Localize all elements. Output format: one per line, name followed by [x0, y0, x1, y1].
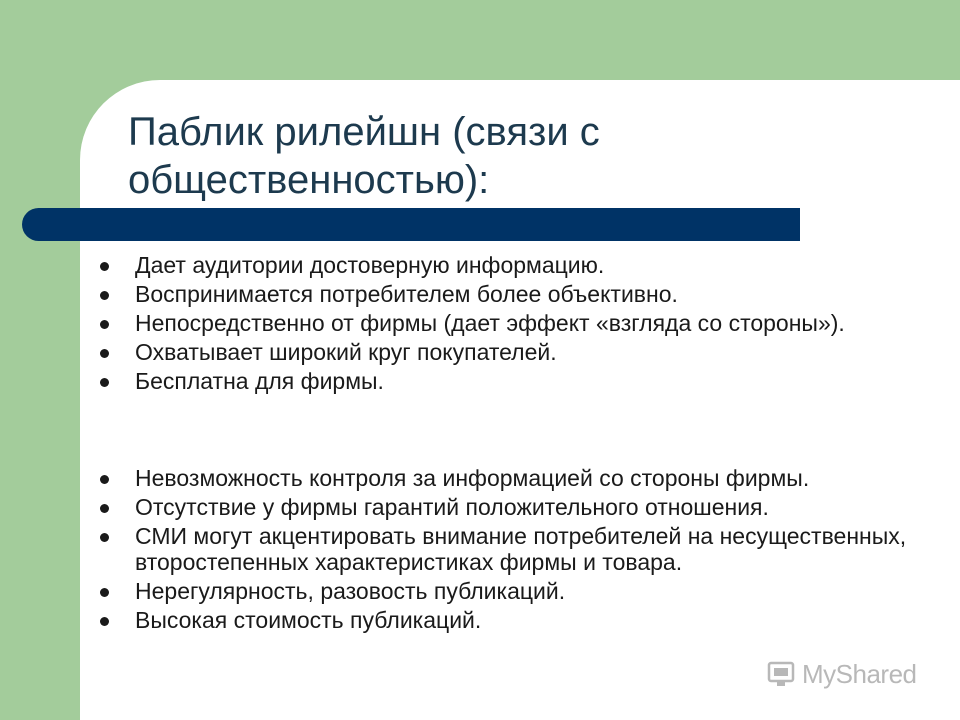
list-item-text: Невозможность контроля за информацией со стороны фирмы.: [135, 465, 810, 491]
pros-list: [100, 252, 940, 397]
mouse-icon: [766, 659, 796, 689]
cons-list: [100, 465, 940, 636]
bullet-icon: [100, 588, 109, 597]
list-item: [100, 281, 940, 307]
list-item-text: Высокая стоимость публикаций.: [135, 607, 482, 633]
bullet-icon: [100, 533, 109, 542]
list-item-text: Отсутствие у фирмы гарантий положительного отношения.: [135, 494, 769, 520]
watermark: [766, 656, 917, 692]
watermark-text: MyShared: [802, 658, 917, 689]
list-item: [100, 607, 940, 633]
list-item-text: Нерегулярность, разовость публикаций.: [135, 578, 566, 604]
list-item: [100, 339, 940, 365]
list-item: [100, 494, 940, 520]
list-item-text: Охватывает широкий круг покупателей.: [135, 339, 557, 365]
list-item-text: Бесплатна для фирмы.: [135, 368, 384, 394]
title-block: [128, 108, 828, 204]
bullet-icon: [100, 291, 109, 300]
bullet-icon: [100, 617, 109, 626]
bullet-icon: [100, 378, 109, 387]
list-item-text: Воспринимается потребителем более объективно.: [135, 281, 678, 307]
bullet-icon: [100, 320, 109, 329]
list-item-text: Непосредственно от фирмы (дает эффект «взгляда со стороны»).: [135, 310, 845, 336]
list-item: [100, 252, 940, 278]
bullet-icon: [100, 349, 109, 358]
list-item-text: Дает аудитории достоверную информацию.: [135, 252, 605, 278]
list-item-text: СМИ могут акцентировать внимание потребителей на несущественных, второстепенных характеристиках фирмы и товара.: [135, 523, 907, 575]
slide-title: Паблик рилейшн (связи с общественностью):: [128, 110, 600, 202]
bullet-icon: [100, 262, 109, 271]
list-item: [100, 523, 940, 575]
list-item: [100, 310, 940, 336]
title-underline-bar: [22, 208, 800, 241]
list-item: [100, 578, 940, 604]
list-item: [100, 465, 940, 491]
bullet-icon: [100, 504, 109, 513]
list-item: [100, 368, 940, 394]
bullet-icon: [100, 475, 109, 484]
